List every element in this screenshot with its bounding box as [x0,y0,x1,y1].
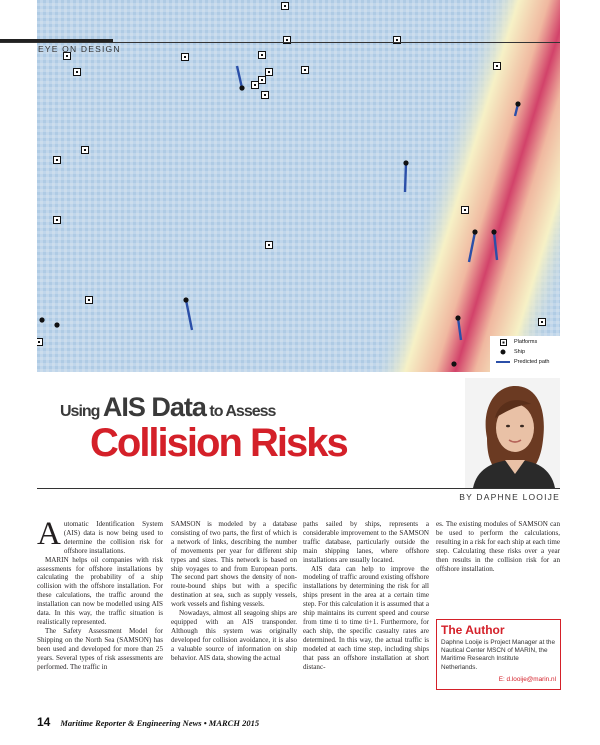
drop-cap: A [37,516,61,552]
article-column-1 [37,516,163,671]
column-1-paragraph-2: MARIN helps oil companies with risk assessments for offshore installations by calculating the probability of a ship collision with the offshore installation. For these calculations, the traffic around the installation can now be modelled using AIS data. In this way, the traffic situation is realistically represented. [37,555,163,626]
platform-marker [82,147,89,154]
platform-marker [302,67,309,74]
author-email[interactable]: E: d.looije@marin.nl [498,675,556,683]
column-1-paragraph-1 [37,516,163,556]
article-column-4 [436,520,560,573]
platform-marker [259,52,266,59]
ship-dot [491,229,496,234]
legend-ship-label: Ship [514,349,526,355]
ship-dot [239,85,244,90]
legend-platforms [496,339,537,345]
platform-marker [282,3,289,10]
section-rule [0,42,560,43]
column-1-paragraph-1-text: utomatic Identification System (AIS) data is now being used to determine the collision risk for offshore installations. [63,520,163,555]
publication-line: Maritime Reporter & Engineering News • MARCH 2015 [60,718,260,728]
path-line-icon [496,359,510,365]
ship-marker [451,361,456,366]
platform-marker [37,339,43,346]
title-small-2: to Assess [209,403,276,420]
legend-path-label: Predicted path [514,359,550,365]
page-footer [37,713,560,731]
column-2-paragraph-2: Nowadays, almost all seagoing ships are equipped with an AIS transponder. Although this system was originally developed for collision avoidance, it is also a valuable source of information on ship behavior. AIS data, showing the actual [171,609,297,662]
column-3-paragraph-2: AIS data can help to improve the modeling of traffic around existing offshore installations by determining the risk for all ships present in the area at a certain time step. For this calculation it is assumed that a ship maintains its current speed and course from time ti to time ti+1. Furthermore, for each ship, the specific casualty rates are determined. In this way, the actual traffic is modeled at each time step, including ships that pass an offshore installation at short distanc- [303,564,429,671]
platform-marker [74,69,81,76]
ship-dot [455,315,460,320]
ship-dot [451,361,456,366]
ship-dot-icon [496,349,510,355]
headline-line1 [60,392,440,423]
platform-icon [496,339,510,345]
map-legend [490,336,560,372]
legend-predicted-path [496,359,549,365]
ship-dot [183,297,188,302]
article-headline [60,392,440,466]
ship-dot [403,160,408,165]
author-bio: Daphne Looije is Project Manager at the Nautical Center MSCN of MARIN, the Maritime Research Institute Netherlands. [441,639,556,671]
byline: BY DAPHNE LOOIJE [459,492,560,502]
ship-dot [39,317,44,322]
traffic-density-map [37,0,560,372]
title-small-1: Using [60,403,100,420]
ship-dot [472,229,477,234]
section-label: EYE ON DESIGN [38,44,121,54]
author-portrait [465,378,560,488]
platform-marker [86,297,93,304]
predicted-path [405,163,406,192]
platform-marker [494,63,501,70]
byline-rule [37,488,560,489]
platform-marker [462,207,469,214]
platform-marker [539,319,546,326]
platform-marker [54,217,61,224]
headline-line2: Collision Risks [90,421,347,465]
platform-marker [252,82,259,89]
platform-marker [266,69,273,76]
column-4-paragraph-1: es. The existing modules of SAMSON can be used to perform the calculations, resulting in a risk for each ship at each time step. Calculating these risks over a year then results in the collision risk for an offshore installation. [436,520,560,573]
column-2-paragraph-1: SAMSON is modeled by a database consisting of two parts, the first of which is a network of links, describing the number of movements per year for different ship types and sizes. This network is based on ship voyages to and from European ports. The second part shows the density of non-route-bound ships but with a specific destination at sea, such as supply vessels, work vessels and fishing vessels. [171,520,297,609]
author-box [436,619,561,690]
legend-ship [496,349,525,355]
page-number: 14 [37,715,51,729]
platform-marker [54,157,61,164]
ship-dot [515,101,520,106]
platform-marker [262,92,269,99]
article-column-3 [303,520,429,671]
platform-marker [266,242,273,249]
ship-marker [54,322,59,327]
article-column-2 [171,520,297,663]
column-3-paragraph-1: paths sailed by ships, represents a considerable improvement to the SAMSON traffic database, particularly outside the main shipping lanes, where offshore installations are usually located. [303,520,429,564]
platform-marker [182,54,189,61]
title-big: AIS Data [102,392,206,422]
ship-marker [39,317,44,322]
author-heading: The Author [441,623,505,637]
platform-marker [259,77,266,84]
ship-dot [54,322,59,327]
legend-platforms-label: Platforms [514,339,538,345]
column-1-paragraph-3: The Safety Assessment Model for Shipping on the North Sea (SAMSON) has been used and developed for more than 25 years. Several types of risk assessments are performed. The traffic in [37,626,163,671]
